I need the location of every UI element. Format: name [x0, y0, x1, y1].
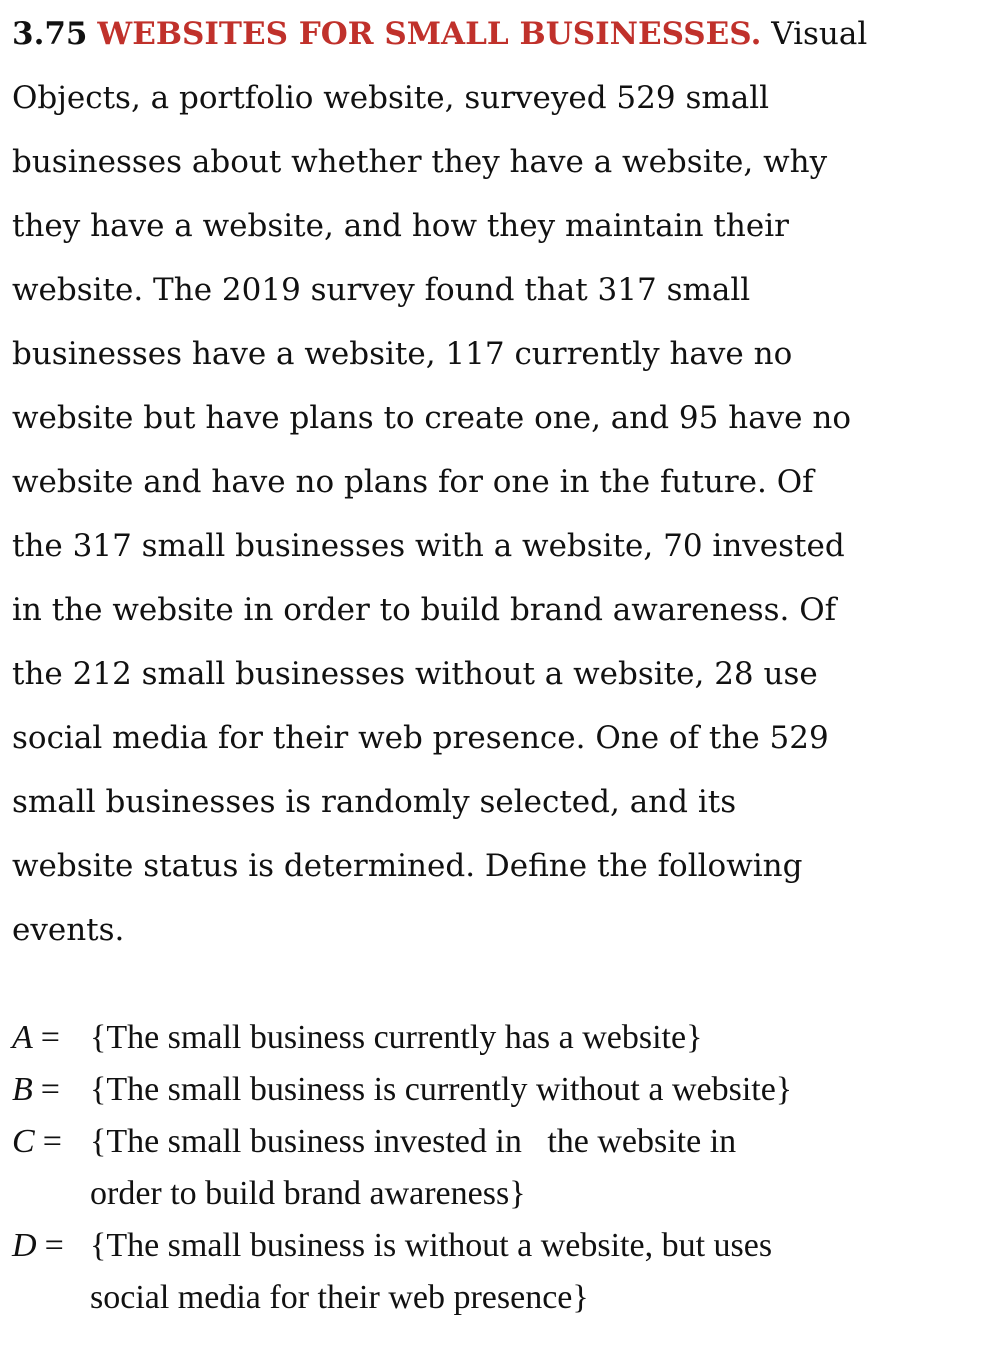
equals-sign: =: [42, 1123, 62, 1160]
problem-statement: [12, 0, 972, 962]
event-a: [12, 1012, 972, 1064]
problem-line: Objects, a portfolio website, surveyed 529 small: [12, 80, 770, 116]
event-definition-line: order to build brand awareness}: [90, 1175, 526, 1212]
problem-line: website and have no plans for one in the future. Of: [12, 464, 814, 500]
equals-sign: =: [40, 1071, 60, 1108]
problem-number: 3.75: [12, 16, 88, 52]
equals-sign: =: [40, 1019, 60, 1056]
problem-line: businesses about whether they have a website, why: [12, 144, 828, 180]
event-lhs: [12, 1012, 90, 1064]
event-letter: D: [12, 1227, 37, 1264]
event-lhs: [12, 1116, 90, 1220]
problem-line: they have a website, and how they maintain their: [12, 208, 789, 244]
event-c: [12, 1116, 972, 1220]
event-definitions: [12, 1012, 972, 1324]
problem-line: the 212 small businesses without a website, 28 use: [12, 656, 818, 692]
problem-line: website status is determined. Define the following: [12, 848, 803, 884]
event-letter: A: [12, 1019, 33, 1056]
event-letter: B: [12, 1071, 33, 1108]
problem-title: WEBSITES FOR SMALL BUSINESSES.: [97, 16, 762, 52]
problem-line: website. The 2019 survey found that 317 small: [12, 272, 751, 308]
problem-line: events.: [12, 912, 125, 948]
event-d: [12, 1220, 972, 1324]
problem-line: small businesses is randomly selected, and its: [12, 784, 737, 820]
problem-line: [12, 16, 867, 52]
event-lhs: [12, 1064, 90, 1116]
event-definition-line: social media for their web presence}: [90, 1279, 589, 1316]
event-definition-line: {The small business is without a website, but uses: [90, 1227, 773, 1264]
equals-sign: =: [44, 1227, 64, 1264]
problem-paragraph: [12, 0, 972, 962]
event-definition: [90, 1064, 972, 1116]
event-definition-line: {The small business currently has a website}: [90, 1019, 703, 1056]
problem-line: social media for their web presence. One of the 529: [12, 720, 829, 756]
problem-line: the 317 small businesses with a website, 70 invested: [12, 528, 845, 564]
event-lhs: [12, 1220, 90, 1324]
event-definition: [90, 1220, 972, 1324]
problem-text: Visual: [771, 16, 868, 52]
problem-line: in the website in order to build brand awareness. Of: [12, 592, 837, 628]
problem-line: businesses have a website, 117 currently have no: [12, 336, 793, 372]
event-definition-line: {The small business is currently without a website}: [90, 1071, 793, 1108]
event-definition-line: {The small business invested in the website in: [90, 1123, 737, 1160]
event-letter: C: [12, 1123, 35, 1160]
event-definition: [90, 1012, 972, 1064]
problem-line: website but have plans to create one, and 95 have no: [12, 400, 852, 436]
event-b: [12, 1064, 972, 1116]
event-definition: [90, 1116, 972, 1220]
